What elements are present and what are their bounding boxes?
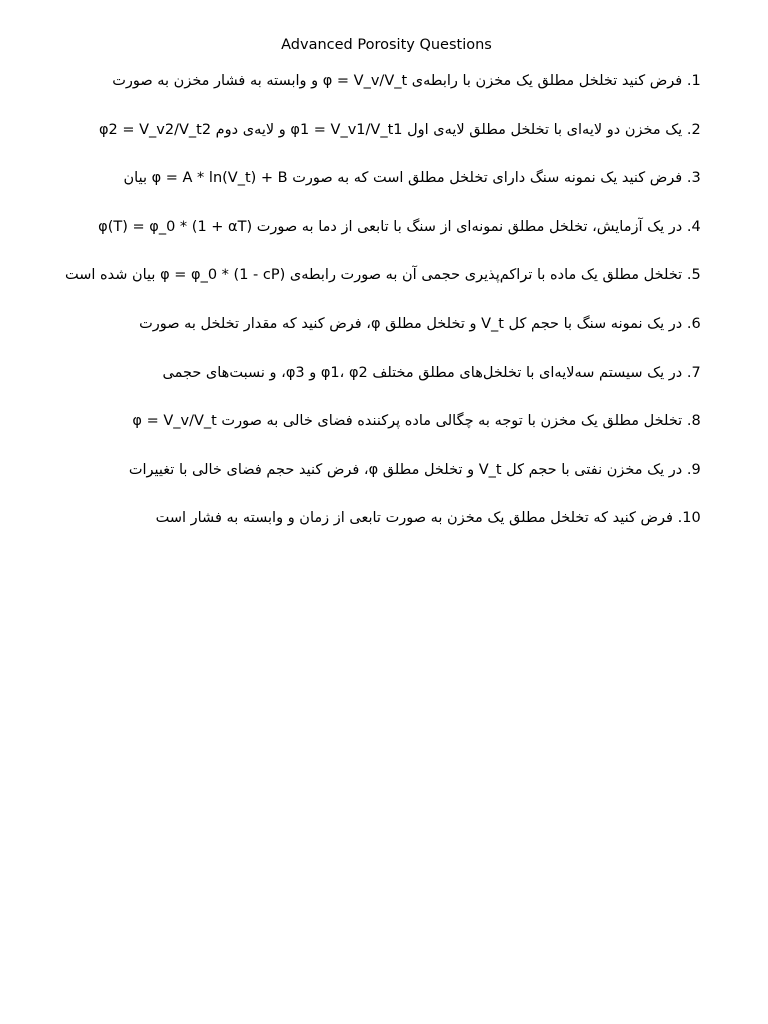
question-text: در یک آزمایش، تخلخل مطلق نمونه‌ای از سنگ با تابعی از دما به صورت φ(T) = φ_0 * (1 + αT) <box>98 218 683 235</box>
question-item <box>65 169 701 218</box>
question-item <box>65 509 701 558</box>
question-number: 5. <box>686 267 701 284</box>
question-item <box>65 461 701 510</box>
question-number: 7. <box>686 364 701 381</box>
question-number: 1. <box>686 73 701 89</box>
question-text: در یک نمونه سنگ با حجم کل V_t و تخلخل مطلق φ، فرض کنید که مقدار تخلخل به صورت <box>139 315 683 332</box>
question-text: فرض کنید که تخلخل مطلق یک مخزن به صورت تابعی از زمان و وابسته به فشار است <box>155 510 673 527</box>
question-list <box>65 72 701 558</box>
question-text: تخلخل مطلق یک ماده با تراکم‌پذیری حجمی آن به صورت رابطه‌ی φ = φ_0 * (1 - cP) بیان شده است <box>65 267 683 284</box>
question-item <box>65 121 701 170</box>
document-title: Advanced Porosity Questions <box>281 37 492 53</box>
question-text: تخلخل مطلق یک مخزن با توجه به چگالی ماده پرکننده فضای خالی به صورت φ = V_v/V_t <box>132 413 683 430</box>
question-number: 9. <box>686 461 701 478</box>
question-item <box>65 364 701 413</box>
question-item <box>65 266 701 315</box>
question-text: یک مخزن دو لایه‌ای با تخلخل مطلق لایه‌ی اول φ1 = V_v1/V_t1 و لایه‌ی دوم φ2 = V_v2/V_t2 <box>98 121 683 138</box>
question-item <box>65 72 701 121</box>
question-number: 6. <box>686 315 701 332</box>
question-number: 8. <box>686 413 701 430</box>
question-text: در یک مخزن نفتی با حجم کل V_t و تخلخل مطلق φ، فرض کنید حجم فضای خالی با تغییرات <box>128 461 683 478</box>
question-text: در یک سیستم سه‌لایه‌ای با تخلخل‌های مطلق مختلف φ1، φ2 و φ3، و نسبت‌های حجمی <box>162 364 683 381</box>
question-item <box>65 218 701 267</box>
question-number: 2. <box>686 121 701 138</box>
question-text: فرض کنید یک نمونه سنگ دارای تخلخل مطلق است که به صورت φ = A * ln(V_t) + B بیان <box>123 170 683 187</box>
question-number: 3. <box>686 170 701 187</box>
question-item <box>65 315 701 364</box>
question-item <box>65 412 701 461</box>
question-text: فرض کنید تخلخل مطلق یک مخزن با رابطه‌ی φ = V_v/V_t و وابسته به فشار مخزن به صورت <box>112 73 683 89</box>
question-number: 4. <box>686 218 701 235</box>
question-number: 10. <box>677 510 701 527</box>
